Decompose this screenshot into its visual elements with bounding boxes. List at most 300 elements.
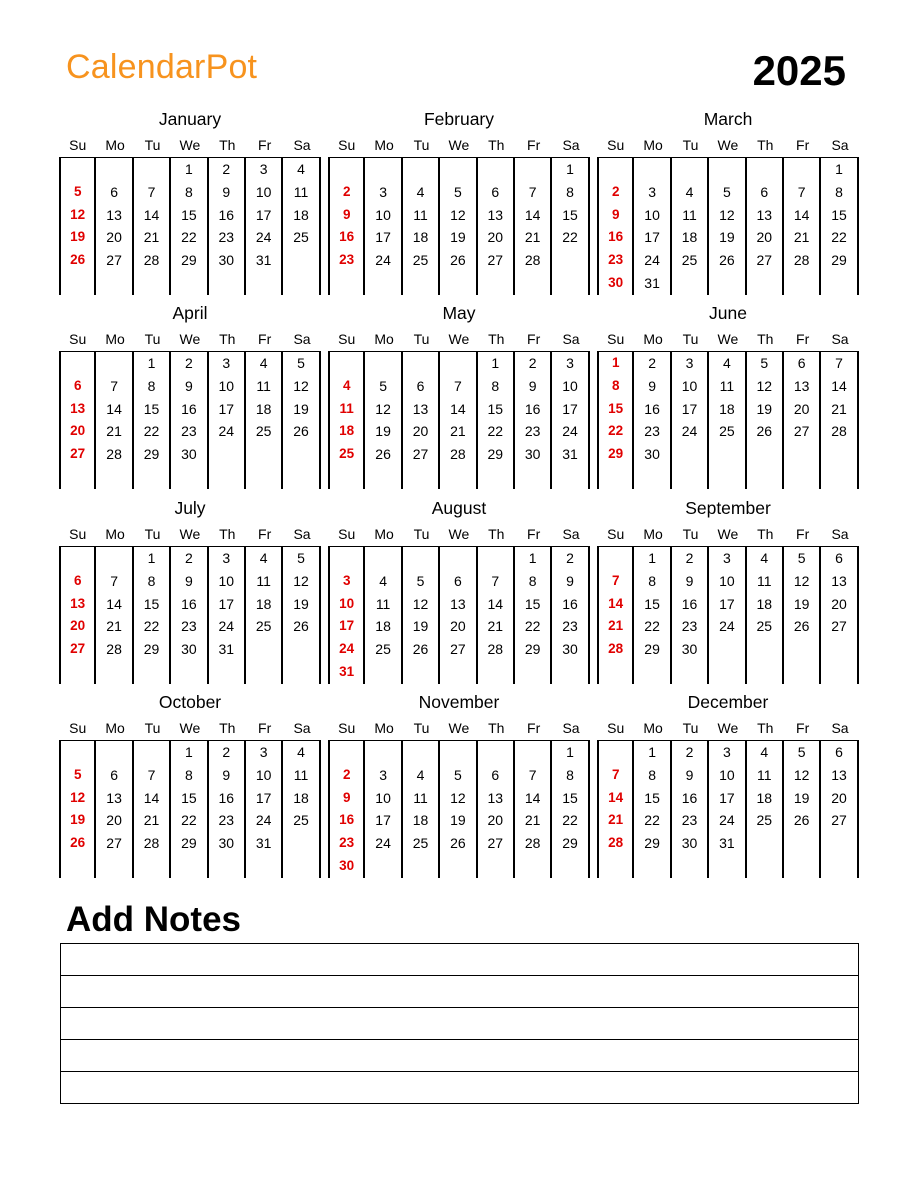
day-cell[interactable]: 31	[709, 832, 746, 855]
day-cell[interactable]: 30	[328, 855, 365, 878]
day-cell[interactable]: 31	[552, 443, 589, 466]
day-cell[interactable]: 6	[59, 375, 96, 398]
day-cell[interactable]: 14	[96, 398, 133, 421]
day-cell[interactable]: 23	[171, 615, 208, 638]
day-cell[interactable]: 4	[283, 741, 320, 764]
day-cell[interactable]: 19	[59, 226, 96, 249]
day-cell[interactable]: 19	[784, 787, 821, 810]
day-cell[interactable]: 15	[134, 593, 171, 616]
day-cell[interactable]: 25	[328, 443, 365, 466]
day-cell[interactable]: 31	[328, 661, 365, 684]
day-cell[interactable]: 3	[709, 547, 746, 570]
day-cell[interactable]: 13	[478, 204, 515, 227]
day-cell[interactable]: 10	[709, 570, 746, 593]
day-cell[interactable]: 30	[634, 443, 671, 466]
day-cell[interactable]: 20	[784, 398, 821, 421]
day-cell[interactable]: 13	[440, 593, 477, 616]
day-cell[interactable]: 22	[171, 226, 208, 249]
day-cell[interactable]: 28	[96, 443, 133, 466]
day-cell[interactable]: 28	[597, 832, 634, 855]
day-cell[interactable]: 15	[171, 787, 208, 810]
day-cell[interactable]: 7	[515, 181, 552, 204]
day-cell[interactable]: 17	[709, 593, 746, 616]
day-cell[interactable]: 2	[552, 547, 589, 570]
day-cell[interactable]: 7	[478, 570, 515, 593]
day-cell[interactable]: 23	[328, 249, 365, 272]
day-cell[interactable]: 12	[709, 204, 746, 227]
day-cell[interactable]: 29	[597, 443, 634, 466]
day-cell[interactable]: 17	[246, 787, 283, 810]
day-cell[interactable]: 13	[478, 787, 515, 810]
day-cell[interactable]: 24	[709, 809, 746, 832]
day-cell[interactable]: 24	[209, 615, 246, 638]
day-cell[interactable]: 6	[821, 741, 858, 764]
day-cell[interactable]: 16	[672, 593, 709, 616]
day-cell[interactable]: 11	[403, 787, 440, 810]
day-cell[interactable]: 29	[634, 638, 671, 661]
day-cell[interactable]: 13	[821, 570, 858, 593]
day-cell[interactable]: 22	[634, 615, 671, 638]
day-cell[interactable]: 22	[134, 420, 171, 443]
day-cell[interactable]: 20	[96, 226, 133, 249]
day-cell[interactable]: 3	[365, 181, 402, 204]
day-cell[interactable]: 13	[403, 398, 440, 421]
day-cell[interactable]: 25	[709, 420, 746, 443]
day-cell[interactable]: 11	[747, 764, 784, 787]
day-cell[interactable]: 9	[328, 787, 365, 810]
day-cell[interactable]: 4	[246, 352, 283, 375]
day-cell[interactable]: 6	[478, 181, 515, 204]
day-cell[interactable]: 31	[246, 249, 283, 272]
day-cell[interactable]: 3	[552, 352, 589, 375]
day-cell[interactable]: 13	[821, 764, 858, 787]
day-cell[interactable]: 10	[672, 375, 709, 398]
day-cell[interactable]: 15	[478, 398, 515, 421]
day-cell[interactable]: 24	[209, 420, 246, 443]
day-cell[interactable]: 14	[515, 204, 552, 227]
day-cell[interactable]: 10	[552, 375, 589, 398]
day-cell[interactable]: 24	[709, 615, 746, 638]
day-cell[interactable]: 14	[784, 204, 821, 227]
day-cell[interactable]: 24	[328, 638, 365, 661]
day-cell[interactable]: 21	[821, 398, 858, 421]
day-cell[interactable]: 1	[634, 741, 671, 764]
day-cell[interactable]: 7	[134, 764, 171, 787]
day-cell[interactable]: 8	[171, 181, 208, 204]
day-cell[interactable]: 24	[672, 420, 709, 443]
day-cell[interactable]: 16	[634, 398, 671, 421]
day-cell[interactable]: 18	[246, 398, 283, 421]
day-cell[interactable]: 20	[821, 593, 858, 616]
day-cell[interactable]: 11	[246, 375, 283, 398]
day-cell[interactable]: 19	[784, 593, 821, 616]
day-cell[interactable]: 5	[283, 547, 320, 570]
day-cell[interactable]: 20	[96, 809, 133, 832]
day-cell[interactable]: 21	[440, 420, 477, 443]
day-cell[interactable]: 20	[59, 615, 96, 638]
day-cell[interactable]: 7	[96, 375, 133, 398]
day-cell[interactable]: 12	[59, 787, 96, 810]
day-cell[interactable]: 6	[59, 570, 96, 593]
day-cell[interactable]: 12	[365, 398, 402, 421]
day-cell[interactable]: 4	[246, 547, 283, 570]
day-cell[interactable]: 30	[209, 832, 246, 855]
day-cell[interactable]: 9	[171, 570, 208, 593]
day-cell[interactable]: 23	[672, 809, 709, 832]
day-cell[interactable]: 19	[440, 809, 477, 832]
day-cell[interactable]: 12	[784, 764, 821, 787]
day-cell[interactable]: 3	[634, 181, 671, 204]
day-cell[interactable]: 22	[597, 420, 634, 443]
day-cell[interactable]: 7	[96, 570, 133, 593]
day-cell[interactable]: 25	[246, 615, 283, 638]
day-cell[interactable]: 15	[552, 204, 589, 227]
day-cell[interactable]: 10	[246, 764, 283, 787]
day-cell[interactable]: 4	[747, 547, 784, 570]
day-cell[interactable]: 27	[440, 638, 477, 661]
day-cell[interactable]: 1	[552, 741, 589, 764]
day-cell[interactable]: 17	[209, 398, 246, 421]
day-cell[interactable]: 21	[784, 226, 821, 249]
day-cell[interactable]: 19	[59, 809, 96, 832]
day-cell[interactable]: 22	[478, 420, 515, 443]
day-cell[interactable]: 3	[328, 570, 365, 593]
day-cell[interactable]: 16	[171, 398, 208, 421]
day-cell[interactable]: 29	[171, 249, 208, 272]
notes-line[interactable]	[60, 943, 859, 975]
day-cell[interactable]: 8	[821, 181, 858, 204]
day-cell[interactable]: 18	[283, 204, 320, 227]
day-cell[interactable]: 22	[134, 615, 171, 638]
day-cell[interactable]: 8	[634, 764, 671, 787]
day-cell[interactable]: 18	[747, 787, 784, 810]
day-cell[interactable]: 2	[171, 352, 208, 375]
day-cell[interactable]: 13	[747, 204, 784, 227]
day-cell[interactable]: 9	[634, 375, 671, 398]
day-cell[interactable]: 28	[784, 249, 821, 272]
day-cell[interactable]: 17	[634, 226, 671, 249]
day-cell[interactable]: 22	[552, 226, 589, 249]
day-cell[interactable]: 23	[672, 615, 709, 638]
day-cell[interactable]: 1	[515, 547, 552, 570]
day-cell[interactable]: 30	[552, 638, 589, 661]
day-cell[interactable]: 12	[283, 570, 320, 593]
day-cell[interactable]: 7	[440, 375, 477, 398]
day-cell[interactable]: 12	[403, 593, 440, 616]
day-cell[interactable]: 15	[634, 593, 671, 616]
day-cell[interactable]: 26	[59, 249, 96, 272]
day-cell[interactable]: 5	[59, 764, 96, 787]
day-cell[interactable]: 5	[365, 375, 402, 398]
day-cell[interactable]: 17	[552, 398, 589, 421]
day-cell[interactable]: 25	[283, 226, 320, 249]
day-cell[interactable]: 30	[672, 832, 709, 855]
day-cell[interactable]: 6	[96, 181, 133, 204]
day-cell[interactable]: 12	[440, 204, 477, 227]
day-cell[interactable]: 4	[747, 741, 784, 764]
day-cell[interactable]: 2	[328, 764, 365, 787]
day-cell[interactable]: 27	[59, 638, 96, 661]
day-cell[interactable]: 10	[209, 570, 246, 593]
day-cell[interactable]: 13	[784, 375, 821, 398]
day-cell[interactable]: 4	[672, 181, 709, 204]
day-cell[interactable]: 29	[634, 832, 671, 855]
day-cell[interactable]: 4	[328, 375, 365, 398]
day-cell[interactable]: 14	[134, 787, 171, 810]
day-cell[interactable]: 27	[747, 249, 784, 272]
day-cell[interactable]: 4	[709, 352, 746, 375]
day-cell[interactable]: 2	[672, 741, 709, 764]
day-cell[interactable]: 14	[515, 787, 552, 810]
day-cell[interactable]: 25	[403, 249, 440, 272]
day-cell[interactable]: 2	[634, 352, 671, 375]
day-cell[interactable]: 8	[171, 764, 208, 787]
day-cell[interactable]: 6	[403, 375, 440, 398]
day-cell[interactable]: 11	[709, 375, 746, 398]
day-cell[interactable]: 26	[283, 615, 320, 638]
day-cell[interactable]: 22	[171, 809, 208, 832]
day-cell[interactable]: 8	[478, 375, 515, 398]
day-cell[interactable]: 17	[672, 398, 709, 421]
day-cell[interactable]: 29	[478, 443, 515, 466]
day-cell[interactable]: 10	[246, 181, 283, 204]
day-cell[interactable]: 19	[283, 593, 320, 616]
day-cell[interactable]: 26	[709, 249, 746, 272]
day-cell[interactable]: 7	[784, 181, 821, 204]
day-cell[interactable]: 2	[515, 352, 552, 375]
day-cell[interactable]: 20	[403, 420, 440, 443]
day-cell[interactable]: 17	[246, 204, 283, 227]
day-cell[interactable]: 25	[403, 832, 440, 855]
day-cell[interactable]: 26	[747, 420, 784, 443]
notes-area[interactable]	[60, 943, 859, 1104]
day-cell[interactable]: 9	[672, 570, 709, 593]
day-cell[interactable]: 8	[552, 764, 589, 787]
day-cell[interactable]: 18	[328, 420, 365, 443]
day-cell[interactable]: 14	[96, 593, 133, 616]
day-cell[interactable]: 15	[515, 593, 552, 616]
day-cell[interactable]: 31	[634, 272, 671, 295]
day-cell[interactable]: 14	[134, 204, 171, 227]
day-cell[interactable]: 15	[552, 787, 589, 810]
day-cell[interactable]: 9	[171, 375, 208, 398]
day-cell[interactable]: 20	[478, 226, 515, 249]
day-cell[interactable]: 23	[209, 809, 246, 832]
notes-line[interactable]	[60, 975, 859, 1007]
day-cell[interactable]: 8	[134, 570, 171, 593]
day-cell[interactable]: 26	[784, 615, 821, 638]
day-cell[interactable]: 26	[440, 249, 477, 272]
day-cell[interactable]: 23	[552, 615, 589, 638]
day-cell[interactable]: 24	[365, 249, 402, 272]
day-cell[interactable]: 3	[672, 352, 709, 375]
day-cell[interactable]: 5	[709, 181, 746, 204]
day-cell[interactable]: 5	[440, 181, 477, 204]
day-cell[interactable]: 11	[283, 181, 320, 204]
day-cell[interactable]: 21	[515, 809, 552, 832]
day-cell[interactable]: 30	[597, 272, 634, 295]
day-cell[interactable]: 29	[171, 832, 208, 855]
day-cell[interactable]: 27	[403, 443, 440, 466]
day-cell[interactable]: 27	[821, 809, 858, 832]
day-cell[interactable]: 27	[821, 615, 858, 638]
day-cell[interactable]: 7	[821, 352, 858, 375]
day-cell[interactable]: 13	[96, 204, 133, 227]
day-cell[interactable]: 9	[209, 181, 246, 204]
day-cell[interactable]: 27	[96, 832, 133, 855]
day-cell[interactable]: 4	[403, 181, 440, 204]
day-cell[interactable]: 28	[515, 832, 552, 855]
day-cell[interactable]: 1	[171, 158, 208, 181]
day-cell[interactable]: 24	[365, 832, 402, 855]
day-cell[interactable]: 16	[328, 809, 365, 832]
day-cell[interactable]: 6	[440, 570, 477, 593]
day-cell[interactable]: 28	[134, 832, 171, 855]
day-cell[interactable]: 29	[515, 638, 552, 661]
day-cell[interactable]: 13	[59, 593, 96, 616]
day-cell[interactable]: 1	[597, 352, 634, 375]
day-cell[interactable]: 15	[597, 398, 634, 421]
day-cell[interactable]: 17	[709, 787, 746, 810]
day-cell[interactable]: 12	[747, 375, 784, 398]
day-cell[interactable]: 27	[59, 443, 96, 466]
day-cell[interactable]: 26	[283, 420, 320, 443]
day-cell[interactable]: 2	[597, 181, 634, 204]
day-cell[interactable]: 18	[246, 593, 283, 616]
day-cell[interactable]: 10	[634, 204, 671, 227]
day-cell[interactable]: 4	[403, 764, 440, 787]
day-cell[interactable]: 16	[209, 787, 246, 810]
day-cell[interactable]: 9	[552, 570, 589, 593]
day-cell[interactable]: 18	[403, 809, 440, 832]
day-cell[interactable]: 22	[552, 809, 589, 832]
day-cell[interactable]: 21	[134, 809, 171, 832]
day-cell[interactable]: 17	[328, 615, 365, 638]
day-cell[interactable]: 28	[134, 249, 171, 272]
day-cell[interactable]: 12	[784, 570, 821, 593]
day-cell[interactable]: 30	[672, 638, 709, 661]
day-cell[interactable]: 11	[403, 204, 440, 227]
day-cell[interactable]: 5	[747, 352, 784, 375]
day-cell[interactable]: 1	[134, 352, 171, 375]
day-cell[interactable]: 29	[821, 249, 858, 272]
day-cell[interactable]: 24	[552, 420, 589, 443]
day-cell[interactable]: 3	[246, 741, 283, 764]
day-cell[interactable]: 21	[134, 226, 171, 249]
day-cell[interactable]: 25	[747, 615, 784, 638]
day-cell[interactable]: 21	[597, 615, 634, 638]
day-cell[interactable]: 15	[634, 787, 671, 810]
day-cell[interactable]: 11	[747, 570, 784, 593]
day-cell[interactable]: 5	[440, 764, 477, 787]
day-cell[interactable]: 26	[403, 638, 440, 661]
day-cell[interactable]: 21	[96, 615, 133, 638]
day-cell[interactable]: 14	[821, 375, 858, 398]
day-cell[interactable]: 26	[365, 443, 402, 466]
day-cell[interactable]: 26	[784, 809, 821, 832]
day-cell[interactable]: 5	[784, 547, 821, 570]
day-cell[interactable]: 14	[440, 398, 477, 421]
day-cell[interactable]: 19	[283, 398, 320, 421]
day-cell[interactable]: 17	[365, 226, 402, 249]
notes-line[interactable]	[60, 1071, 859, 1104]
day-cell[interactable]: 30	[209, 249, 246, 272]
day-cell[interactable]: 25	[672, 249, 709, 272]
day-cell[interactable]: 25	[747, 809, 784, 832]
day-cell[interactable]: 12	[440, 787, 477, 810]
day-cell[interactable]: 24	[634, 249, 671, 272]
day-cell[interactable]: 13	[96, 787, 133, 810]
day-cell[interactable]: 26	[59, 832, 96, 855]
day-cell[interactable]: 16	[171, 593, 208, 616]
day-cell[interactable]: 21	[515, 226, 552, 249]
day-cell[interactable]: 3	[246, 158, 283, 181]
day-cell[interactable]: 7	[597, 570, 634, 593]
day-cell[interactable]: 12	[283, 375, 320, 398]
day-cell[interactable]: 29	[134, 443, 171, 466]
day-cell[interactable]: 22	[515, 615, 552, 638]
day-cell[interactable]: 6	[96, 764, 133, 787]
day-cell[interactable]: 3	[709, 741, 746, 764]
day-cell[interactable]: 1	[821, 158, 858, 181]
day-cell[interactable]: 7	[134, 181, 171, 204]
day-cell[interactable]: 15	[171, 204, 208, 227]
day-cell[interactable]: 27	[784, 420, 821, 443]
day-cell[interactable]: 13	[59, 398, 96, 421]
day-cell[interactable]: 23	[597, 249, 634, 272]
day-cell[interactable]: 9	[328, 204, 365, 227]
day-cell[interactable]: 11	[246, 570, 283, 593]
day-cell[interactable]: 15	[134, 398, 171, 421]
day-cell[interactable]: 27	[96, 249, 133, 272]
day-cell[interactable]: 3	[209, 547, 246, 570]
day-cell[interactable]: 17	[365, 809, 402, 832]
day-cell[interactable]: 18	[403, 226, 440, 249]
day-cell[interactable]: 9	[672, 764, 709, 787]
day-cell[interactable]: 24	[246, 809, 283, 832]
day-cell[interactable]: 6	[478, 764, 515, 787]
day-cell[interactable]: 28	[515, 249, 552, 272]
day-cell[interactable]: 1	[634, 547, 671, 570]
day-cell[interactable]: 1	[171, 741, 208, 764]
day-cell[interactable]: 12	[59, 204, 96, 227]
day-cell[interactable]: 20	[440, 615, 477, 638]
day-cell[interactable]: 30	[171, 638, 208, 661]
day-cell[interactable]: 10	[328, 593, 365, 616]
day-cell[interactable]: 24	[246, 226, 283, 249]
notes-line[interactable]	[60, 1039, 859, 1071]
day-cell[interactable]: 27	[478, 832, 515, 855]
day-cell[interactable]: 11	[283, 764, 320, 787]
day-cell[interactable]: 28	[821, 420, 858, 443]
day-cell[interactable]: 10	[209, 375, 246, 398]
day-cell[interactable]: 18	[283, 787, 320, 810]
day-cell[interactable]: 6	[747, 181, 784, 204]
day-cell[interactable]: 16	[672, 787, 709, 810]
day-cell[interactable]: 20	[59, 420, 96, 443]
day-cell[interactable]: 17	[209, 593, 246, 616]
day-cell[interactable]: 26	[440, 832, 477, 855]
day-cell[interactable]: 10	[365, 204, 402, 227]
day-cell[interactable]: 19	[747, 398, 784, 421]
day-cell[interactable]: 18	[672, 226, 709, 249]
day-cell[interactable]: 23	[328, 832, 365, 855]
day-cell[interactable]: 16	[515, 398, 552, 421]
day-cell[interactable]: 8	[134, 375, 171, 398]
day-cell[interactable]: 21	[597, 809, 634, 832]
day-cell[interactable]: 6	[821, 547, 858, 570]
day-cell[interactable]: 18	[365, 615, 402, 638]
